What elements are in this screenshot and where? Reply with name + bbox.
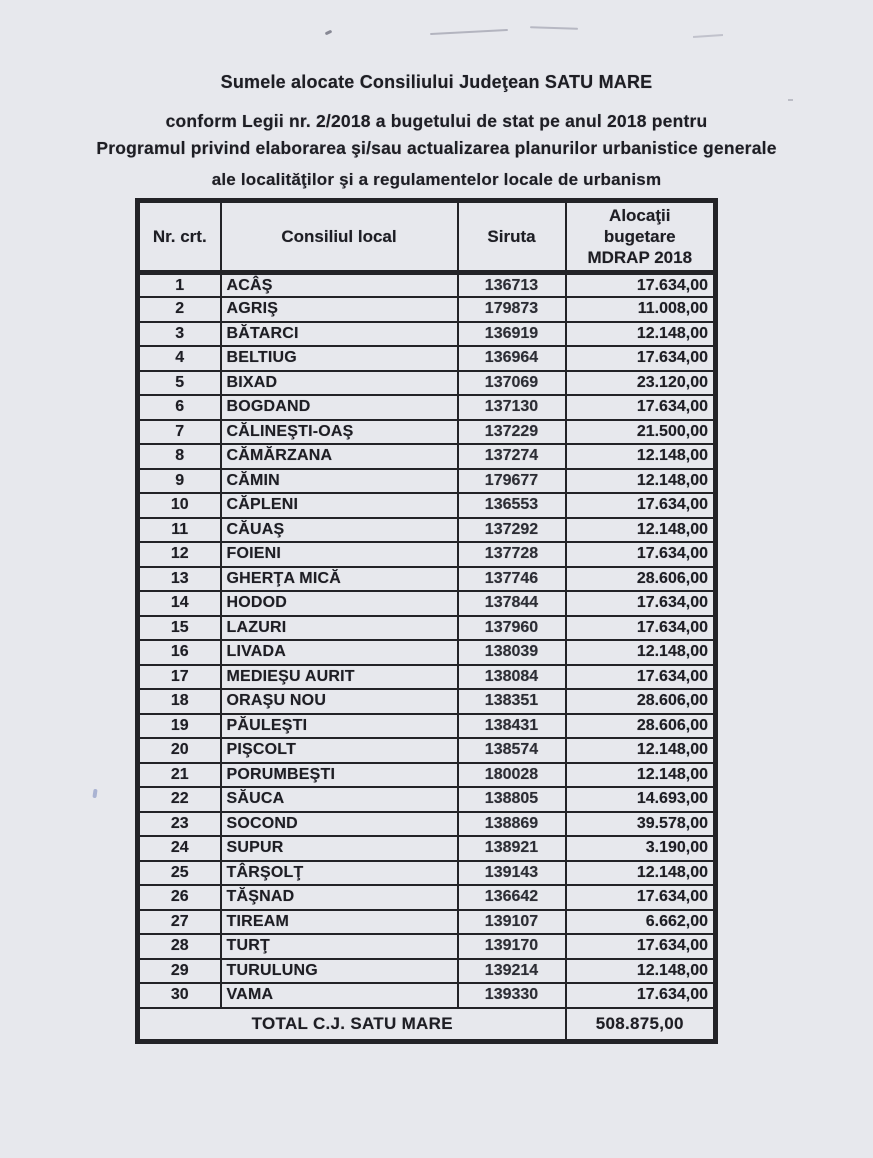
amount-cell: 12.148,00 — [566, 518, 716, 543]
siruta-cell: 179873 — [458, 297, 566, 322]
header-alocatii-line-2: bugetare — [603, 226, 676, 246]
row-number-cell: 4 — [138, 346, 221, 371]
locality-cell: VAMA — [221, 983, 458, 1008]
amount-cell: 12.148,00 — [566, 469, 716, 494]
row-number-cell: 25 — [138, 861, 221, 886]
row-number-cell: 27 — [138, 910, 221, 935]
locality-cell: TURULUNG — [221, 959, 458, 984]
locality-cell: LIVADA — [221, 640, 458, 665]
scan-artifact — [788, 99, 793, 101]
header-row — [138, 201, 716, 273]
header-siruta: Siruta — [458, 201, 566, 273]
document-subtitle-line-3: ale localităţilor şi a regulamentelor locale de urbanism — [211, 170, 662, 189]
amount-cell: 17.634,00 — [566, 395, 716, 420]
siruta-cell: 137069 — [458, 371, 566, 396]
row-number-cell: 18 — [138, 689, 221, 714]
amount-cell: 21.500,00 — [566, 420, 716, 445]
table-footer — [138, 1008, 716, 1042]
row-number-cell: 3 — [138, 322, 221, 347]
row-number-cell: 13 — [138, 567, 221, 592]
row-number-cell: 23 — [138, 812, 221, 837]
total-amount-cell: 508.875,00 — [566, 1008, 716, 1042]
amount-cell: 28.606,00 — [566, 689, 716, 714]
row-number-cell: 30 — [138, 983, 221, 1008]
amount-cell: 17.634,00 — [566, 591, 716, 616]
row-number-cell: 29 — [138, 959, 221, 984]
row-number-cell: 21 — [138, 763, 221, 788]
row-number-cell: 15 — [138, 616, 221, 641]
locality-cell: ACÂŞ — [221, 273, 458, 298]
table-row — [138, 493, 716, 518]
siruta-cell: 137229 — [458, 420, 566, 445]
locality-cell: PIŞCOLT — [221, 738, 458, 763]
table-row — [138, 297, 716, 322]
table-row — [138, 885, 716, 910]
amount-cell: 39.578,00 — [566, 812, 716, 837]
table-row — [138, 567, 716, 592]
amount-cell: 17.634,00 — [566, 934, 716, 959]
locality-cell: PĂULEŞTI — [221, 714, 458, 739]
siruta-cell: 180028 — [458, 763, 566, 788]
siruta-cell: 139107 — [458, 910, 566, 935]
row-number-cell: 28 — [138, 934, 221, 959]
amount-cell: 17.634,00 — [566, 493, 716, 518]
table-row — [138, 640, 716, 665]
locality-cell: BOGDAND — [221, 395, 458, 420]
table-row — [138, 665, 716, 690]
amount-cell: 12.148,00 — [566, 640, 716, 665]
siruta-cell: 179677 — [458, 469, 566, 494]
amount-cell: 28.606,00 — [566, 714, 716, 739]
siruta-cell: 138805 — [458, 787, 566, 812]
amount-cell: 12.148,00 — [566, 763, 716, 788]
amount-cell: 3.190,00 — [566, 836, 716, 861]
table-row — [138, 910, 716, 935]
row-number-cell: 22 — [138, 787, 221, 812]
amount-cell: 17.634,00 — [566, 665, 716, 690]
table-row — [138, 738, 716, 763]
total-row — [138, 1008, 716, 1042]
table-row — [138, 395, 716, 420]
row-number-cell: 17 — [138, 665, 221, 690]
locality-cell: HODOD — [221, 591, 458, 616]
locality-cell: FOIENI — [221, 542, 458, 567]
siruta-cell: 138574 — [458, 738, 566, 763]
siruta-cell: 138039 — [458, 640, 566, 665]
table-body — [138, 273, 716, 1008]
table-row — [138, 934, 716, 959]
siruta-cell: 136642 — [458, 885, 566, 910]
table-row — [138, 591, 716, 616]
siruta-cell: 136919 — [458, 322, 566, 347]
amount-cell: 17.634,00 — [566, 542, 716, 567]
locality-cell: BĂTARCI — [221, 322, 458, 347]
siruta-cell: 139214 — [458, 959, 566, 984]
siruta-cell: 136713 — [458, 273, 566, 298]
table-row — [138, 812, 716, 837]
locality-cell: CĂMIN — [221, 469, 458, 494]
row-number-cell: 5 — [138, 371, 221, 396]
siruta-cell: 137130 — [458, 395, 566, 420]
siruta-cell: 136553 — [458, 493, 566, 518]
siruta-cell: 139170 — [458, 934, 566, 959]
locality-cell: TĂŞNAD — [221, 885, 458, 910]
document-subtitle-line-2: Programul privind elaborarea şi/sau actualizarea planurilor urbanistice generale — [96, 138, 777, 158]
row-number-cell: 20 — [138, 738, 221, 763]
row-number-cell: 1 — [138, 273, 221, 298]
amount-cell: 12.148,00 — [566, 959, 716, 984]
table-row — [138, 346, 716, 371]
locality-cell: TURŢ — [221, 934, 458, 959]
amount-cell: 17.634,00 — [566, 885, 716, 910]
locality-cell: BELTIUG — [221, 346, 458, 371]
siruta-cell: 137844 — [458, 591, 566, 616]
header-alocatii-line-1: Alocaţii — [609, 205, 671, 225]
amount-cell: 14.693,00 — [566, 787, 716, 812]
table-row — [138, 714, 716, 739]
table-header — [138, 201, 716, 273]
scan-artifact — [693, 34, 723, 38]
amount-cell: 17.634,00 — [566, 346, 716, 371]
row-number-cell: 19 — [138, 714, 221, 739]
locality-cell: AGRIŞ — [221, 297, 458, 322]
table-row — [138, 787, 716, 812]
amount-cell: 12.148,00 — [566, 738, 716, 763]
table-row — [138, 518, 716, 543]
row-number-cell: 24 — [138, 836, 221, 861]
row-number-cell: 9 — [138, 469, 221, 494]
table-row — [138, 469, 716, 494]
locality-cell: ORAŞU NOU — [221, 689, 458, 714]
locality-cell: LAZURI — [221, 616, 458, 641]
amount-cell: 12.148,00 — [566, 322, 716, 347]
siruta-cell: 137274 — [458, 444, 566, 469]
locality-cell: TIREAM — [221, 910, 458, 935]
amount-cell: 28.606,00 — [566, 567, 716, 592]
table-row — [138, 689, 716, 714]
siruta-cell: 138431 — [458, 714, 566, 739]
amount-cell: 6.662,00 — [566, 910, 716, 935]
document-subtitle-line-1: conform Legii nr. 2/2018 a bugetului de stat pe anul 2018 pentru — [165, 111, 708, 131]
locality-cell: MEDIEŞU AURIT — [221, 665, 458, 690]
locality-cell: CĂLINEŞTI-OAŞ — [221, 420, 458, 445]
row-number-cell: 8 — [138, 444, 221, 469]
table-row — [138, 273, 716, 298]
locality-cell: PORUMBEŞTI — [221, 763, 458, 788]
siruta-cell: 138869 — [458, 812, 566, 837]
amount-cell: 23.120,00 — [566, 371, 716, 396]
header-consiliul-local: Consiliul local — [221, 201, 458, 273]
amount-cell: 11.008,00 — [566, 297, 716, 322]
scan-artifact — [325, 30, 333, 36]
row-number-cell: 26 — [138, 885, 221, 910]
amount-cell: 12.148,00 — [566, 444, 716, 469]
scan-artifact — [92, 789, 97, 798]
table-row — [138, 420, 716, 445]
row-number-cell: 6 — [138, 395, 221, 420]
table-row — [138, 763, 716, 788]
siruta-cell: 137746 — [458, 567, 566, 592]
locality-cell: CĂPLENI — [221, 493, 458, 518]
header-alocatii-line-3: MDRAP 2018 — [587, 248, 693, 268]
locality-cell: GHERŢA MICĂ — [221, 567, 458, 592]
locality-cell: BIXAD — [221, 371, 458, 396]
locality-cell: CĂUAŞ — [221, 518, 458, 543]
row-number-cell: 14 — [138, 591, 221, 616]
scan-artifact — [430, 29, 508, 35]
row-number-cell: 11 — [138, 518, 221, 543]
siruta-cell: 138351 — [458, 689, 566, 714]
table-row — [138, 983, 716, 1008]
row-number-cell: 16 — [138, 640, 221, 665]
scan-artifact — [530, 26, 578, 30]
row-number-cell: 12 — [138, 542, 221, 567]
siruta-cell: 139143 — [458, 861, 566, 886]
locality-cell: SUPUR — [221, 836, 458, 861]
row-number-cell: 7 — [138, 420, 221, 445]
locality-cell: SĂUCA — [221, 787, 458, 812]
siruta-cell: 137292 — [458, 518, 566, 543]
total-label-cell: TOTAL C.J. SATU MARE — [138, 1008, 566, 1042]
table-row — [138, 836, 716, 861]
siruta-cell: 138921 — [458, 836, 566, 861]
table-row — [138, 959, 716, 984]
amount-cell: 17.634,00 — [566, 273, 716, 298]
locality-cell: CĂMĂRZANA — [221, 444, 458, 469]
siruta-cell: 139330 — [458, 983, 566, 1008]
locality-cell: SOCOND — [221, 812, 458, 837]
siruta-cell: 137728 — [458, 542, 566, 567]
locality-cell: TÂRŞOLŢ — [221, 861, 458, 886]
row-number-cell: 10 — [138, 493, 221, 518]
table-row — [138, 861, 716, 886]
allocations-table — [135, 198, 718, 1044]
document-title: Sumele alocate Consiliului Judeţean SATU MARE — [220, 72, 653, 92]
siruta-cell: 137960 — [458, 616, 566, 641]
table-row — [138, 616, 716, 641]
table-row — [138, 371, 716, 396]
siruta-cell: 138084 — [458, 665, 566, 690]
row-number-cell: 2 — [138, 297, 221, 322]
table-row — [138, 322, 716, 347]
amount-cell: 17.634,00 — [566, 616, 716, 641]
table-row — [138, 542, 716, 567]
header-alocatii-bugetare — [566, 201, 716, 273]
table-row — [138, 444, 716, 469]
siruta-cell: 136964 — [458, 346, 566, 371]
amount-cell: 17.634,00 — [566, 983, 716, 1008]
amount-cell: 12.148,00 — [566, 861, 716, 886]
header-nr-crt: Nr. crt. — [138, 201, 221, 273]
